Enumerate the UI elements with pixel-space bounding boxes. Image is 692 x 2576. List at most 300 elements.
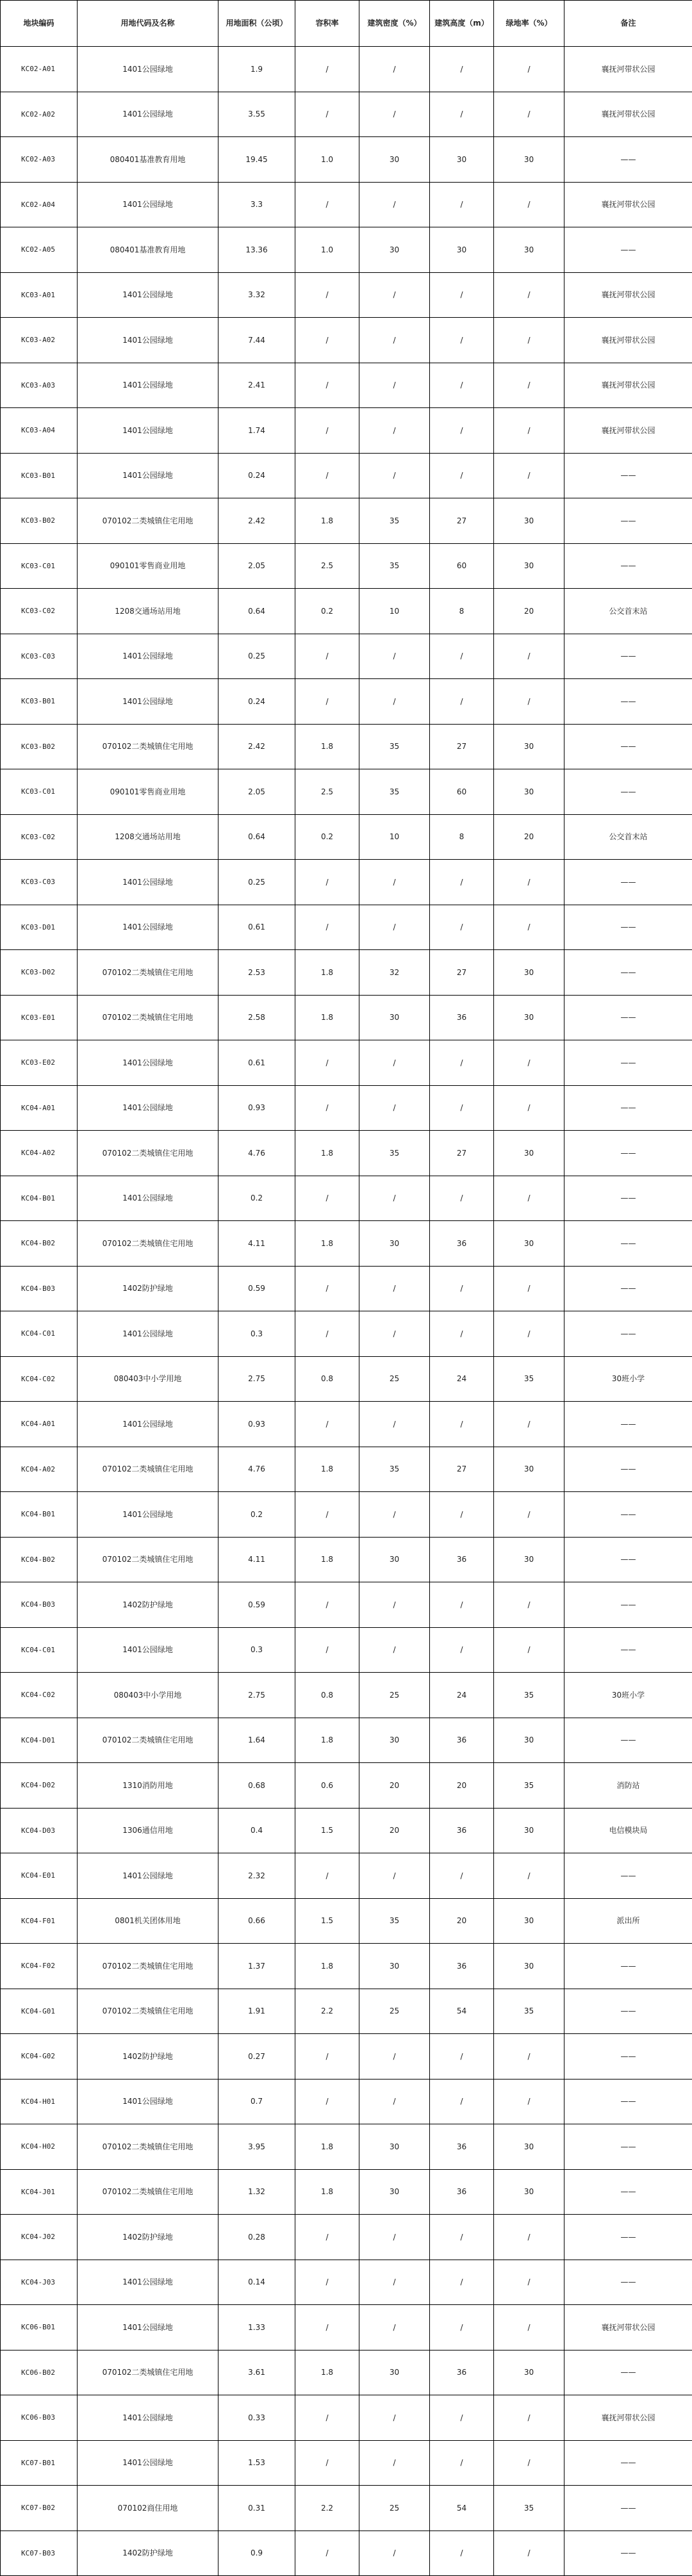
plot-code-cell: KC03-C02 (1, 814, 78, 860)
plot-code-cell: KC03-A02 (1, 318, 78, 363)
table-row (1, 1582, 692, 1628)
land-use-cell: 090101零售商业用地 (78, 769, 218, 815)
land-use-cell: 1401公园绿地 (78, 1492, 218, 1538)
table-row (1, 950, 692, 996)
header-green-ratio: 绿地率（%） (494, 1, 564, 47)
plot-code-cell: KC04-H01 (1, 2079, 78, 2124)
table-row (1, 1492, 692, 1538)
land-use-cell: 070102二类城镇住宅用地 (78, 995, 218, 1040)
building-height-cell: 36 (430, 1221, 494, 1267)
remarks-cell: —— (564, 2531, 692, 2576)
plot-ratio-cell: 1.8 (295, 724, 359, 769)
land-area-cell: 0.3 (218, 1627, 295, 1673)
land-area-cell: 2.05 (218, 769, 295, 815)
green-ratio-cell: 35 (494, 1356, 564, 1402)
land-use-cell: 1401公园绿地 (78, 408, 218, 454)
plot-ratio-cell: 1.5 (295, 1898, 359, 1944)
land-use-cell: 1402防护绿地 (78, 2531, 218, 2576)
land-area-cell: 1.64 (218, 1718, 295, 1763)
remarks-cell: —— (564, 2079, 692, 2124)
land-area-cell: 0.25 (218, 634, 295, 679)
plot-code-cell: KC04-J02 (1, 2215, 78, 2260)
remarks-cell: 公交首末站 (564, 814, 692, 860)
remarks-cell: —— (564, 995, 692, 1040)
land-use-cell: 1306通信用地 (78, 1808, 218, 1853)
building-height-cell: / (430, 2260, 494, 2305)
green-ratio-cell: / (494, 860, 564, 905)
remarks-cell: 电信模块局 (564, 1808, 692, 1853)
land-use-cell: 090101零售商业用地 (78, 543, 218, 589)
land-area-cell: 0.61 (218, 905, 295, 950)
building-density-cell: / (359, 1311, 430, 1357)
land-use-cell: 1401公园绿地 (78, 272, 218, 318)
plot-ratio-cell: / (295, 1853, 359, 1899)
plot-ratio-cell: / (295, 860, 359, 905)
table-row (1, 1627, 692, 1673)
land-use-cell: 1401公园绿地 (78, 182, 218, 227)
building-height-cell: 27 (430, 724, 494, 769)
building-density-cell: 30 (359, 1221, 430, 1267)
building-density-cell: 25 (359, 1356, 430, 1402)
remarks-cell: 襄抚河带状公园 (564, 182, 692, 227)
building-height-cell: 27 (430, 1447, 494, 1492)
land-area-cell: 2.42 (218, 498, 295, 544)
table-row (1, 2169, 692, 2215)
land-area-cell: 0.66 (218, 1898, 295, 1944)
green-ratio-cell: / (494, 1492, 564, 1538)
building-height-cell: 20 (430, 1763, 494, 1809)
land-use-cell: 070102二类城镇住宅用地 (78, 1989, 218, 2034)
land-area-cell: 0.7 (218, 2079, 295, 2124)
land-use-cell: 1401公园绿地 (78, 2260, 218, 2305)
plot-code-cell: KC04-C01 (1, 1627, 78, 1673)
land-area-cell: 4.76 (218, 1131, 295, 1176)
land-area-cell: 0.14 (218, 2260, 295, 2305)
land-area-cell: 4.11 (218, 1537, 295, 1582)
green-ratio-cell: 30 (494, 1447, 564, 1492)
plot-ratio-cell: 2.5 (295, 769, 359, 815)
building-density-cell: / (359, 1582, 430, 1628)
plot-ratio-cell: 1.0 (295, 137, 359, 183)
land-use-cell: 1402防护绿地 (78, 2034, 218, 2080)
plot-code-cell: KC03-B02 (1, 498, 78, 544)
building-height-cell: 36 (430, 2169, 494, 2215)
green-ratio-cell: 30 (494, 1131, 564, 1176)
land-area-cell: 0.2 (218, 1176, 295, 1221)
plot-ratio-cell: / (295, 1582, 359, 1628)
land-use-cell: 070102二类城镇住宅用地 (78, 498, 218, 544)
land-use-cell: 080401基准教育用地 (78, 227, 218, 273)
building-height-cell: 36 (430, 1808, 494, 1853)
land-area-cell: 0.24 (218, 679, 295, 725)
land-use-cell: 1401公园绿地 (78, 2440, 218, 2486)
building-height-cell: / (430, 1627, 494, 1673)
building-height-cell: / (430, 1492, 494, 1538)
table-row (1, 1402, 692, 1447)
building-height-cell: / (430, 272, 494, 318)
table-row (1, 1989, 692, 2034)
land-area-cell: 4.11 (218, 1221, 295, 1267)
table-row (1, 272, 692, 318)
building-height-cell: / (430, 2395, 494, 2441)
green-ratio-cell: 30 (494, 2350, 564, 2395)
plot-ratio-cell: / (295, 1040, 359, 1086)
remarks-cell: —— (564, 1537, 692, 1582)
green-ratio-cell: 30 (494, 1718, 564, 1763)
plot-code-cell: KC03-B02 (1, 724, 78, 769)
building-height-cell: 60 (430, 769, 494, 815)
building-density-cell: / (359, 272, 430, 318)
plot-ratio-cell: / (295, 1176, 359, 1221)
plot-ratio-cell: 1.8 (295, 498, 359, 544)
land-use-cell: 1401公园绿地 (78, 634, 218, 679)
building-height-cell: / (430, 860, 494, 905)
building-height-cell: 27 (430, 1131, 494, 1176)
building-density-cell: / (359, 2215, 430, 2260)
land-area-cell: 0.31 (218, 2486, 295, 2531)
table-row (1, 318, 692, 363)
plot-ratio-cell: / (295, 92, 359, 137)
land-area-cell: 0.93 (218, 1402, 295, 1447)
land-area-cell: 0.93 (218, 1085, 295, 1131)
table-row (1, 1447, 692, 1492)
remarks-cell: 消防站 (564, 1763, 692, 1809)
building-density-cell: 30 (359, 1718, 430, 1763)
green-ratio-cell: / (494, 47, 564, 92)
land-area-cell: 0.3 (218, 1311, 295, 1357)
green-ratio-cell: / (494, 408, 564, 454)
table-header-row (1, 1, 692, 47)
remarks-cell: —— (564, 1311, 692, 1357)
green-ratio-cell: 30 (494, 950, 564, 996)
building-density-cell: / (359, 318, 430, 363)
green-ratio-cell: / (494, 272, 564, 318)
plot-ratio-cell: / (295, 408, 359, 454)
table-row (1, 1040, 692, 1086)
building-height-cell: 60 (430, 543, 494, 589)
building-height-cell: 36 (430, 2124, 494, 2170)
land-area-cell: 1.32 (218, 2169, 295, 2215)
green-ratio-cell: / (494, 1311, 564, 1357)
land-use-cell: 070102商住用地 (78, 2486, 218, 2531)
land-use-cell: 070102二类城镇住宅用地 (78, 2350, 218, 2395)
table-row (1, 2440, 692, 2486)
land-use-cell: 1401公园绿地 (78, 2395, 218, 2441)
building-height-cell: / (430, 182, 494, 227)
land-area-cell: 2.32 (218, 1853, 295, 1899)
plot-code-cell: KC03-D02 (1, 950, 78, 996)
remarks-cell: —— (564, 1582, 692, 1628)
green-ratio-cell: / (494, 905, 564, 950)
building-height-cell: / (430, 363, 494, 408)
table-row (1, 2079, 692, 2124)
building-density-cell: / (359, 1627, 430, 1673)
plot-code-cell: KC02-A03 (1, 137, 78, 183)
building-height-cell: / (430, 2034, 494, 2080)
remarks-cell: —— (564, 1266, 692, 1311)
building-density-cell: / (359, 2531, 430, 2576)
building-density-cell: 35 (359, 769, 430, 815)
land-use-cell: 1401公园绿地 (78, 905, 218, 950)
table-row (1, 2350, 692, 2395)
land-use-cell: 1401公园绿地 (78, 1040, 218, 1086)
building-density-cell: / (359, 92, 430, 137)
building-height-cell: 27 (430, 498, 494, 544)
plot-ratio-cell: 1.8 (295, 1718, 359, 1763)
green-ratio-cell: 30 (494, 724, 564, 769)
table-row (1, 453, 692, 498)
building-density-cell: / (359, 182, 430, 227)
land-use-cell: 080403中小学用地 (78, 1356, 218, 1402)
building-density-cell: / (359, 2395, 430, 2441)
land-area-cell: 19.45 (218, 137, 295, 183)
plot-code-cell: KC02-A04 (1, 182, 78, 227)
building-density-cell: 10 (359, 589, 430, 634)
plot-ratio-cell: / (295, 2531, 359, 2576)
building-height-cell: / (430, 2079, 494, 2124)
table-row (1, 1718, 692, 1763)
land-area-cell: 1.74 (218, 408, 295, 454)
land-use-cell: 070102二类城镇住宅用地 (78, 1944, 218, 1989)
land-area-cell: 0.25 (218, 860, 295, 905)
remarks-cell: —— (564, 1718, 692, 1763)
building-density-cell: 30 (359, 1944, 430, 1989)
building-density-cell: 30 (359, 137, 430, 183)
remarks-cell: —— (564, 227, 692, 273)
remarks-cell: 襄抚河带状公园 (564, 2305, 692, 2350)
land-area-cell: 0.68 (218, 1763, 295, 1809)
table-row (1, 1853, 692, 1899)
plot-code-cell: KC03-C03 (1, 634, 78, 679)
header-remarks: 备注 (564, 1, 692, 47)
building-height-cell: / (430, 2215, 494, 2260)
remarks-cell: 襄抚河带状公园 (564, 318, 692, 363)
table-row (1, 1763, 692, 1809)
green-ratio-cell: / (494, 2079, 564, 2124)
land-area-cell: 0.9 (218, 2531, 295, 2576)
plot-code-cell: KC03-A03 (1, 363, 78, 408)
remarks-cell: —— (564, 1131, 692, 1176)
plot-code-cell: KC02-A02 (1, 92, 78, 137)
land-use-cell: 070102二类城镇住宅用地 (78, 2124, 218, 2170)
building-density-cell: / (359, 1402, 430, 1447)
land-use-cell: 1402防护绿地 (78, 1582, 218, 1628)
land-use-cell: 1402防护绿地 (78, 2215, 218, 2260)
land-area-cell: 13.36 (218, 227, 295, 273)
plot-code-cell: KC06-B01 (1, 2305, 78, 2350)
land-area-cell: 0.2 (218, 1492, 295, 1538)
plot-ratio-cell: 0.2 (295, 589, 359, 634)
building-height-cell: / (430, 905, 494, 950)
land-use-cell: 070102二类城镇住宅用地 (78, 1718, 218, 1763)
table-row (1, 227, 692, 273)
building-height-cell: 8 (430, 814, 494, 860)
table-row (1, 860, 692, 905)
green-ratio-cell: / (494, 363, 564, 408)
green-ratio-cell: / (494, 2531, 564, 2576)
plot-code-cell: KC02-A05 (1, 227, 78, 273)
building-height-cell: / (430, 1853, 494, 1899)
remarks-cell: —— (564, 1853, 692, 1899)
building-density-cell: / (359, 1040, 430, 1086)
building-height-cell: 36 (430, 1944, 494, 1989)
green-ratio-cell: 20 (494, 589, 564, 634)
plot-ratio-cell: / (295, 272, 359, 318)
land-area-cell: 0.59 (218, 1582, 295, 1628)
remarks-cell: —— (564, 1040, 692, 1086)
land-area-cell: 2.58 (218, 995, 295, 1040)
plot-code-cell: KC04-C01 (1, 1311, 78, 1357)
building-density-cell: / (359, 408, 430, 454)
land-use-cell: 070102二类城镇住宅用地 (78, 724, 218, 769)
table-row (1, 92, 692, 137)
building-height-cell: / (430, 2531, 494, 2576)
remarks-cell: —— (564, 498, 692, 544)
remarks-cell: 襄抚河带状公园 (564, 47, 692, 92)
building-height-cell: / (430, 1040, 494, 1086)
land-use-cell: 1208交通场站用地 (78, 814, 218, 860)
plot-code-cell: KC04-A02 (1, 1447, 78, 1492)
plot-code-cell: KC03-A04 (1, 408, 78, 454)
building-height-cell: / (430, 408, 494, 454)
plot-code-cell: KC04-B01 (1, 1492, 78, 1538)
remarks-cell: 30班小学 (564, 1356, 692, 1402)
plot-ratio-cell: 0.8 (295, 1673, 359, 1718)
plot-ratio-cell: 1.8 (295, 995, 359, 1040)
land-use-cell: 070102二类城镇住宅用地 (78, 1537, 218, 1582)
remarks-cell: —— (564, 2034, 692, 2080)
plot-code-cell: KC04-A01 (1, 1402, 78, 1447)
table-row (1, 2486, 692, 2531)
land-area-cell: 3.61 (218, 2350, 295, 2395)
table-row (1, 995, 692, 1040)
land-area-cell: 1.9 (218, 47, 295, 92)
land-use-cell: 0801机关团体用地 (78, 1898, 218, 1944)
land-area-cell: 0.24 (218, 453, 295, 498)
building-density-cell: 32 (359, 950, 430, 996)
plot-code-cell: KC04-F02 (1, 1944, 78, 1989)
green-ratio-cell: / (494, 1085, 564, 1131)
land-area-cell: 0.27 (218, 2034, 295, 2080)
land-area-cell: 2.75 (218, 1673, 295, 1718)
land-use-cell: 080401基准教育用地 (78, 137, 218, 183)
remarks-cell: —— (564, 1085, 692, 1131)
building-density-cell: 30 (359, 2169, 430, 2215)
building-height-cell: 36 (430, 1537, 494, 1582)
land-use-cell: 1401公园绿地 (78, 1627, 218, 1673)
plot-code-cell: KC04-J03 (1, 2260, 78, 2305)
land-use-cell: 070102二类城镇住宅用地 (78, 950, 218, 996)
land-use-cell: 1401公园绿地 (78, 453, 218, 498)
table-row (1, 498, 692, 544)
table-row (1, 2215, 692, 2260)
remarks-cell: 公交首末站 (564, 589, 692, 634)
land-use-cell: 1401公园绿地 (78, 2079, 218, 2124)
remarks-cell: —— (564, 2260, 692, 2305)
building-height-cell: 36 (430, 1718, 494, 1763)
table-row (1, 1898, 692, 1944)
building-density-cell: / (359, 453, 430, 498)
remarks-cell: 襄抚河带状公园 (564, 408, 692, 454)
green-ratio-cell: 35 (494, 1989, 564, 2034)
header-building-density: 建筑密度（%） (359, 1, 430, 47)
land-area-cell: 0.28 (218, 2215, 295, 2260)
green-ratio-cell: / (494, 318, 564, 363)
remarks-cell: —— (564, 905, 692, 950)
land-area-cell: 2.42 (218, 724, 295, 769)
plot-ratio-cell: / (295, 1266, 359, 1311)
plot-code-cell: KC03-C01 (1, 769, 78, 815)
green-ratio-cell: 30 (494, 227, 564, 273)
remarks-cell: 襄抚河带状公园 (564, 272, 692, 318)
land-area-cell: 0.61 (218, 1040, 295, 1086)
plot-code-cell: KC04-G01 (1, 1989, 78, 2034)
land-use-cell: 1208交通场站用地 (78, 589, 218, 634)
land-use-cell: 1401公园绿地 (78, 1176, 218, 1221)
table-row (1, 182, 692, 227)
plot-code-cell: KC04-C02 (1, 1356, 78, 1402)
green-ratio-cell: 35 (494, 1673, 564, 1718)
green-ratio-cell: 30 (494, 995, 564, 1040)
remarks-cell: 襄抚河带状公园 (564, 363, 692, 408)
plot-ratio-cell: 1.8 (295, 2124, 359, 2170)
green-ratio-cell: 30 (494, 543, 564, 589)
building-density-cell: 35 (359, 1131, 430, 1176)
plot-ratio-cell: / (295, 1627, 359, 1673)
land-area-cell: 4.76 (218, 1447, 295, 1492)
remarks-cell: —— (564, 769, 692, 815)
building-height-cell: / (430, 679, 494, 725)
land-area-cell: 3.95 (218, 2124, 295, 2170)
plot-ratio-cell: 0.8 (295, 1356, 359, 1402)
remarks-cell: —— (564, 1989, 692, 2034)
green-ratio-cell: / (494, 634, 564, 679)
green-ratio-cell: 30 (494, 769, 564, 815)
building-density-cell: 25 (359, 2486, 430, 2531)
table-row (1, 724, 692, 769)
building-height-cell: 54 (430, 2486, 494, 2531)
remarks-cell: 30班小学 (564, 1673, 692, 1718)
building-density-cell: 25 (359, 1989, 430, 2034)
plot-code-cell: KC04-A02 (1, 1131, 78, 1176)
green-ratio-cell: 35 (494, 1763, 564, 1809)
plot-ratio-cell: / (295, 318, 359, 363)
plot-ratio-cell: 0.2 (295, 814, 359, 860)
building-height-cell: 30 (430, 137, 494, 183)
green-ratio-cell: 30 (494, 2124, 564, 2170)
green-ratio-cell: / (494, 2395, 564, 2441)
plot-code-cell: KC04-B01 (1, 1176, 78, 1221)
table-row (1, 679, 692, 725)
remarks-cell: —— (564, 453, 692, 498)
building-height-cell: 24 (430, 1673, 494, 1718)
building-density-cell: 25 (359, 1673, 430, 1718)
header-land-area: 用地面积（公顷） (218, 1, 295, 47)
land-use-cell: 070102二类城镇住宅用地 (78, 1221, 218, 1267)
land-use-cell: 1401公园绿地 (78, 679, 218, 725)
land-area-cell: 3.55 (218, 92, 295, 137)
land-area-cell: 3.3 (218, 182, 295, 227)
building-height-cell: 20 (430, 1898, 494, 1944)
green-ratio-cell: 30 (494, 1537, 564, 1582)
building-density-cell: 10 (359, 814, 430, 860)
building-height-cell: / (430, 1582, 494, 1628)
plot-ratio-cell: / (295, 1311, 359, 1357)
building-height-cell: / (430, 92, 494, 137)
plot-code-cell: KC04-C02 (1, 1673, 78, 1718)
land-area-cell: 2.05 (218, 543, 295, 589)
green-ratio-cell: / (494, 2034, 564, 2080)
